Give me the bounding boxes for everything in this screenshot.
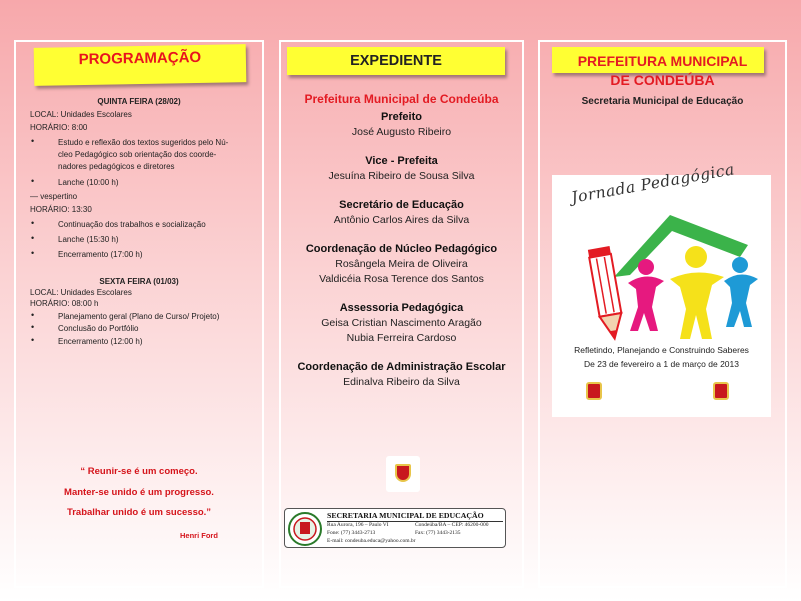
expediente-heading: EXPEDIENTE — [287, 47, 505, 75]
prefeitura-heading-2: DE CONDEÚBA — [610, 72, 715, 88]
footer-fax: Fax: (77) 3443-2135 — [415, 530, 461, 536]
quote-line-2: Manter-se unido é um progresso. — [64, 487, 214, 498]
bullet-icon: • — [31, 335, 35, 345]
bullet-icon: • — [31, 218, 35, 228]
role-title-secretario: Secretário de Educação — [339, 199, 464, 211]
day2-item-3: Encerramento (12:00 h) — [58, 337, 143, 346]
role-name-coord-nucleo-2: Valdicéia Rosa Terence dos Santos — [319, 273, 484, 285]
footer-title: SECRETARIA MUNICIPAL DE EDUCAÇÃO — [327, 511, 484, 520]
tagline: Refletindo, Planejando e Construindo Saberes — [574, 345, 749, 355]
role-name-secretario: Antônio Carlos Aires da Silva — [333, 214, 470, 226]
day1-item-2: Lanche (10:00 h) — [58, 178, 119, 187]
role-name-prefeito: José Augusto Ribeiro — [351, 126, 452, 138]
day2-item-2: Conclusão do Portfólio — [58, 324, 139, 333]
prefeitura-heading-1: PREFEITURA MUNICIPAL — [577, 53, 748, 69]
quote-line-1: “ Reunir-se é um começo. — [80, 466, 198, 477]
role-title-assessoria: Assessoria Pedagógica — [339, 302, 464, 314]
bullet-icon: • — [31, 322, 35, 332]
seal-icon — [287, 511, 323, 547]
day1-item-1: Estudo e reflexão dos textos sugeridos pelo Nú- cleo Pedagógico sob orientação dos coorde- nadores pedagógicos e diretores — [58, 138, 229, 171]
role-name-coord-nucleo-1: Rosângela Meira de Oliveira — [335, 258, 468, 270]
day2-local: LOCAL: Unidades Escolares — [30, 288, 132, 297]
event-dates: De 23 de fevereiro a 1 de março de 2013 — [584, 359, 739, 369]
role-title-prefeito: Prefeito — [381, 111, 422, 123]
bullet-icon: • — [31, 233, 35, 243]
org-name: Prefeitura Municipal de Condeúba — [304, 92, 499, 106]
role-name-vice: Jesuína Ribeiro de Sousa Silva — [328, 170, 475, 182]
role-name-assessoria-1: Geisa Cristian Nascimento Aragão — [321, 317, 482, 329]
role-title-vice: Vice - Prefeita — [365, 155, 438, 167]
role-title-coord-admin: Coordenação de Administração Escolar — [297, 361, 506, 373]
day1-horario: HORÁRIO: 8:00 — [30, 123, 88, 132]
day1-afternoon-1: Continuação dos trabalhos e socialização — [58, 220, 206, 229]
quote-author: Henri Ford — [180, 531, 218, 540]
jornada-title: Jornada Pedagógica — [570, 160, 737, 207]
day1-title: QUINTA FEIRA (28/02) — [97, 97, 181, 106]
vespertino-label: — vespertino — [30, 192, 78, 201]
jornada-logo-card — [552, 160, 771, 417]
day2-title: SEXTA FEIRA (01/03) — [99, 277, 179, 286]
day2-item-1: Planejamento geral (Plano de Curso/ Projeto) — [58, 312, 220, 321]
footer-phone: Fone: (77) 3443-2713 — [327, 530, 376, 536]
day1-local: LOCAL: Unidades Escolares — [30, 110, 132, 119]
footer-address: Rua Aurora, 196 – Paulo VI — [327, 522, 389, 528]
day1-afternoon-3: Encerramento (17:00 h) — [58, 250, 143, 259]
programacao-heading: PROGRAMAÇÃO — [34, 44, 247, 86]
quote-line-3: Trabalhar unido é um sucesso.” — [66, 507, 212, 518]
bullet-icon: • — [31, 310, 35, 320]
role-name-assessoria-2: Nubia Ferreira Cardoso — [346, 332, 457, 344]
bullet-icon: • — [31, 248, 35, 258]
bullet-icon: • — [31, 176, 35, 186]
role-title-coord-nucleo: Coordenação de Núcleo Pedagógico — [305, 243, 498, 255]
bullet-icon: • — [31, 136, 35, 146]
day1-afternoon-2: Lanche (15:30 h) — [58, 235, 119, 244]
day2-horario: HORÁRIO: 08:00 h — [30, 299, 99, 308]
day1-horario2: HORÁRIO: 13:30 — [30, 205, 92, 214]
secretaria-footer — [284, 508, 506, 548]
jornada-logo-icon — [552, 175, 771, 417]
role-name-coord-admin: Edinalva Ribeiro da Silva — [343, 376, 460, 388]
crest-icon — [386, 456, 420, 492]
secretaria-subheading: Secretaria Municipal de Educação — [581, 96, 744, 107]
footer-email[interactable]: E-mail: condeuba.educa@yahoo.com.br — [327, 538, 416, 544]
footer-city: Condeúba/BA – CEP: 46200-000 — [415, 522, 489, 528]
